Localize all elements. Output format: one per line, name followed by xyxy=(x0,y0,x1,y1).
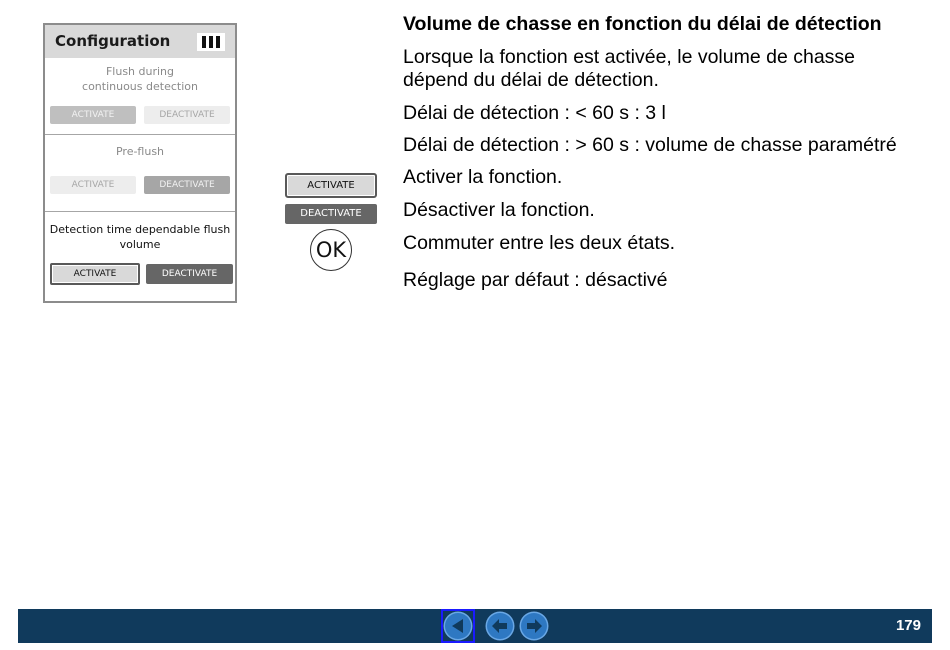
activate-button[interactable]: ACTIVATE xyxy=(285,173,377,198)
page-number: 179 xyxy=(895,617,921,634)
section-label: Detection time dependable flush volume xyxy=(49,223,231,251)
detection-short-text: Délai de détection : < 60 s : 3 l xyxy=(403,102,666,124)
deactivate-button[interactable]: DEACTIVATE xyxy=(144,106,230,124)
ok-button[interactable]: OK xyxy=(310,229,352,271)
activate-description: Activer la fonction. xyxy=(403,166,563,188)
previous-page-button[interactable] xyxy=(487,613,513,639)
heading: Volume de chasse en fonction du délai de détection xyxy=(403,13,882,35)
menu-bars-icon xyxy=(197,33,225,51)
detection-long-text: Délai de détection : > 60 s : volume de chasse paramétré xyxy=(403,134,897,156)
deactivate-description: Désactiver la fonction. xyxy=(403,199,595,221)
section-continuous-detection xyxy=(45,58,235,135)
arrow-right-icon xyxy=(521,613,547,639)
description-paragraph: Lorsque la fonction est activée, le volume de chasse dépend du délai de détection. xyxy=(403,46,856,91)
section-pre-flush xyxy=(45,135,235,212)
deactivate-button[interactable]: DEACTIVATE xyxy=(146,264,233,284)
next-page-button[interactable] xyxy=(521,613,547,639)
section-label: Flush during continuous detection xyxy=(82,65,198,93)
activate-button[interactable]: ACTIVATE xyxy=(50,263,140,285)
default-setting-text: Réglage par défaut : désactivé xyxy=(403,269,668,291)
ok-description: Commuter entre les deux états. xyxy=(403,232,676,254)
activate-button[interactable]: ACTIVATE xyxy=(50,176,136,194)
deactivate-button[interactable]: DEACTIVATE xyxy=(285,204,377,224)
back-to-start-icon xyxy=(445,613,471,639)
section-detection-time-flush xyxy=(45,212,235,303)
device-title: Configuration xyxy=(55,32,171,50)
arrow-left-icon xyxy=(487,613,513,639)
deactivate-button[interactable]: DEACTIVATE xyxy=(144,176,230,194)
device-screen xyxy=(43,23,237,303)
footer-bar xyxy=(18,609,932,643)
activate-button[interactable]: ACTIVATE xyxy=(50,106,136,124)
device-header xyxy=(45,25,235,58)
home-button[interactable] xyxy=(441,609,475,643)
section-label: Pre-flush xyxy=(115,145,165,158)
